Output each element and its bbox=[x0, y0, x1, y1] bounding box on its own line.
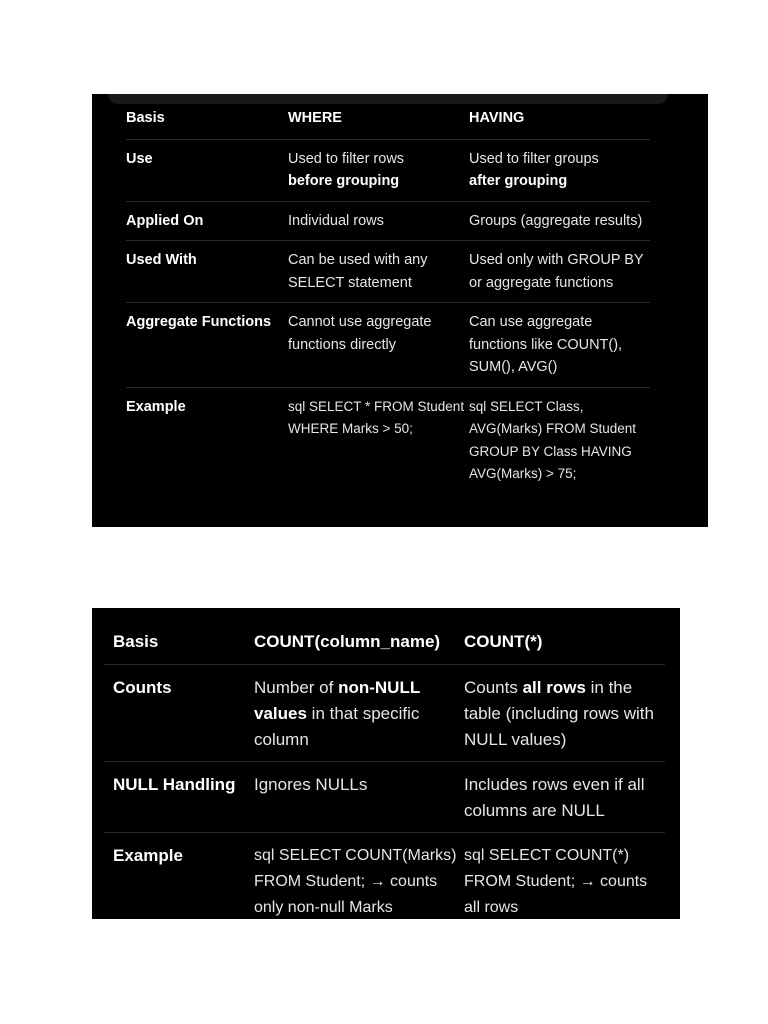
counts-star-post: in the table (including rows with NULL values) bbox=[464, 678, 654, 749]
count-star-cell bbox=[464, 665, 665, 762]
where-use-text: Used to filter rows bbox=[288, 150, 405, 167]
where-cell bbox=[288, 139, 469, 201]
where-vs-having-table bbox=[126, 94, 650, 494]
where-vs-having-image bbox=[92, 94, 708, 527]
header-count-star: COUNT(*) bbox=[464, 632, 543, 651]
row-label: Used With bbox=[126, 252, 197, 268]
row-label: Applied On bbox=[126, 212, 204, 229]
header-basis: Basis bbox=[113, 632, 159, 651]
table-row-null-handling bbox=[104, 762, 665, 833]
header-having: HAVING bbox=[469, 110, 525, 126]
table-row-aggregate-functions bbox=[126, 303, 650, 388]
having-cell: Can use aggregate functions like COUNT(), SUM(), AVG() bbox=[469, 314, 623, 375]
row-label: Example bbox=[126, 398, 186, 415]
having-use-emphasis: after grouping bbox=[469, 173, 568, 189]
counts-col-pre: Number of bbox=[254, 678, 339, 697]
where-cell: Individual rows bbox=[288, 212, 384, 229]
where-cell: Can be used with any SELECT statement bbox=[288, 252, 428, 291]
counts-star-emphasis: all rows bbox=[522, 678, 586, 697]
count-star-example-code: sql SELECT COUNT(*) FROM Student; → counts all rows bbox=[464, 847, 648, 916]
table-row-use bbox=[126, 139, 650, 201]
row-label: Counts bbox=[113, 678, 172, 697]
table-row-applied-on bbox=[126, 201, 650, 241]
header-count-column: COUNT(column_name) bbox=[254, 632, 441, 651]
count-star-cell: Includes rows even if all columns are NULL bbox=[464, 775, 645, 820]
count-comparison-image bbox=[92, 608, 680, 919]
having-use-text: Used to filter groups bbox=[469, 150, 599, 167]
table-row-used-with bbox=[126, 241, 650, 303]
header-where: WHERE bbox=[288, 110, 342, 126]
table-row-counts bbox=[104, 665, 665, 762]
row-label: Example bbox=[113, 846, 183, 865]
where-use-emphasis: before grouping bbox=[288, 173, 400, 189]
row-label: Aggregate Functions bbox=[126, 314, 272, 330]
counts-star-pre: Counts bbox=[464, 678, 523, 697]
count-comparison-table bbox=[104, 608, 665, 919]
where-example-code: sql SELECT * FROM Student WHERE Marks > 50; bbox=[288, 398, 465, 436]
table-row-example bbox=[126, 387, 650, 494]
having-cell: Groups (aggregate results) bbox=[469, 212, 643, 229]
count-column-cell: Ignores NULLs bbox=[254, 775, 368, 794]
row-label: Use bbox=[126, 150, 153, 167]
count-column-example-code: sql SELECT COUNT(Marks) FROM Student; → counts only non-null Marks bbox=[254, 847, 457, 916]
having-cell bbox=[469, 139, 650, 201]
row-label: NULL Handling bbox=[113, 775, 236, 794]
counts-col-post: in that specific column bbox=[254, 704, 420, 749]
having-cell: Used only with GROUP BY or aggregate functions bbox=[469, 252, 644, 291]
counts-col-emphasis: non-NULL values bbox=[254, 678, 420, 723]
table-row-example bbox=[104, 833, 665, 920]
where-cell: Cannot use aggregate functions directly bbox=[288, 314, 432, 353]
table-header-row bbox=[126, 94, 650, 139]
table-header-row bbox=[104, 608, 665, 665]
count-column-cell bbox=[254, 665, 464, 762]
having-example-code: sql SELECT Class, AVG(Marks) FROM Student GROUP BY Class HAVING AVG(Marks) > 75; bbox=[469, 398, 637, 481]
header-basis: Basis bbox=[126, 110, 165, 126]
